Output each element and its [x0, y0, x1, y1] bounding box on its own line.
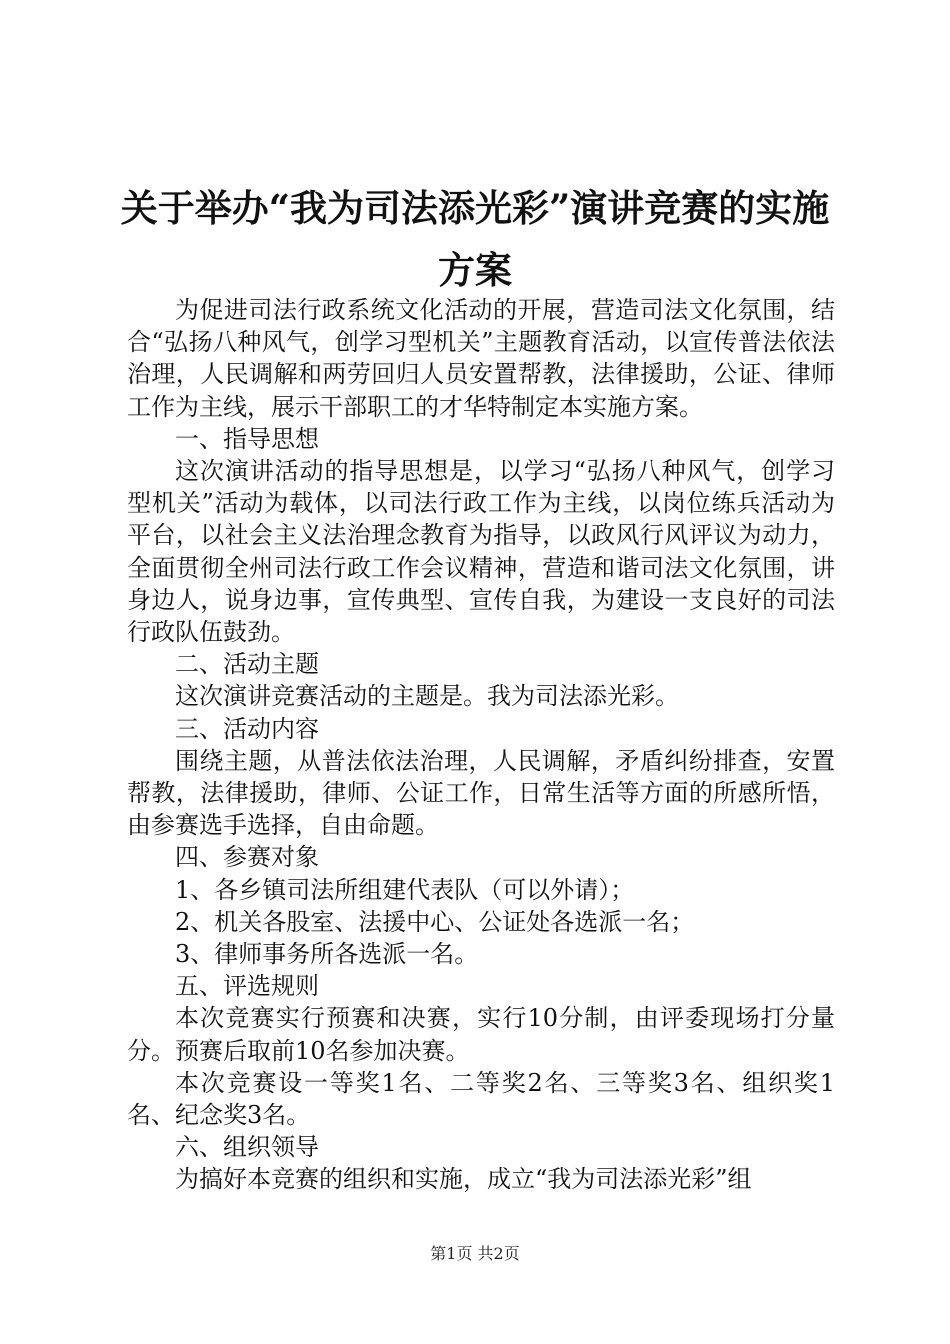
page-number-footer: 第1页 共2页	[430, 1244, 520, 1263]
section-heading-6: 六、组织领导	[175, 1133, 319, 1162]
section-heading-3: 三、活动内容	[175, 714, 319, 743]
section-4-item-1: 1、各乡镇司法所组建代表队（可以外请）；	[175, 875, 635, 904]
section-5-paragraph-2: 本次竞赛设一等奖1名、二等奖2名、三等奖3名、组织奖1名、纪念奖3名。	[127, 1068, 835, 1130]
section-4-item-2: 2、机关各股室、法援中心、公证处各选派一名；	[175, 907, 695, 936]
section-heading-2: 二、活动主题	[175, 650, 319, 679]
section-heading-4: 四、参赛对象	[175, 843, 319, 872]
section-4-item-3: 3、律师事务所各选派一名。	[175, 940, 479, 969]
document-title-line-1: 关于举办“我为司法添光彩”演讲竞赛的实施	[120, 186, 830, 230]
section-3-paragraph-1: 围绕主题，从普法依法治理，人民调解，矛盾纠纷排查，安置帮教，法律援助，律师、公证工作，日常生活等方面的所感所悟，由参赛选手选择，自由命题。	[127, 746, 835, 840]
section-2-paragraph-1: 这次演讲竞赛活动的主题是。我为司法添光彩。	[175, 682, 679, 711]
section-heading-1: 一、指导思想	[175, 424, 319, 453]
section-1-paragraph-1: 这次演讲活动的指导思想是，以学习“弘扬八种风气，创学习型机关”活动为载体，以司法行政工作为主线，以岗位练兵活动为平台，以社会主义法治理念教育为指导，以政风行风评议为动力，全面贯彻全州司法行政工作会议精神，营造和谐司法文化氛围，讲身边人，说身边事，宣传典型、宣传自我，为建设一支良好的司法行政队伍鼓劲。	[127, 457, 835, 647]
intro-paragraph: 为促进司法行政系统文化活动的开展，营造司法文化氛围，结合“弘扬八种风气，创学习型机关”主题教育活动，以宣传普法依法治理，人民调解和两劳回归人员安置帮教，法律援助，公证、律师工作为主线，展示干部职工的才华特制定本实施方案。	[127, 296, 835, 421]
section-5-paragraph-1: 本次竞赛实行预赛和决赛，实行10分制，由评委现场打分量分。预赛后取前10名参加决赛。	[127, 1004, 835, 1065]
section-6-paragraph-1: 为搞好本竞赛的组织和实施，成立“我为司法添光彩”组	[175, 1165, 752, 1194]
document-title-line-2: 方案	[438, 248, 512, 292]
section-heading-5: 五、评选规则	[175, 972, 319, 1001]
document-body	[127, 294, 835, 1196]
